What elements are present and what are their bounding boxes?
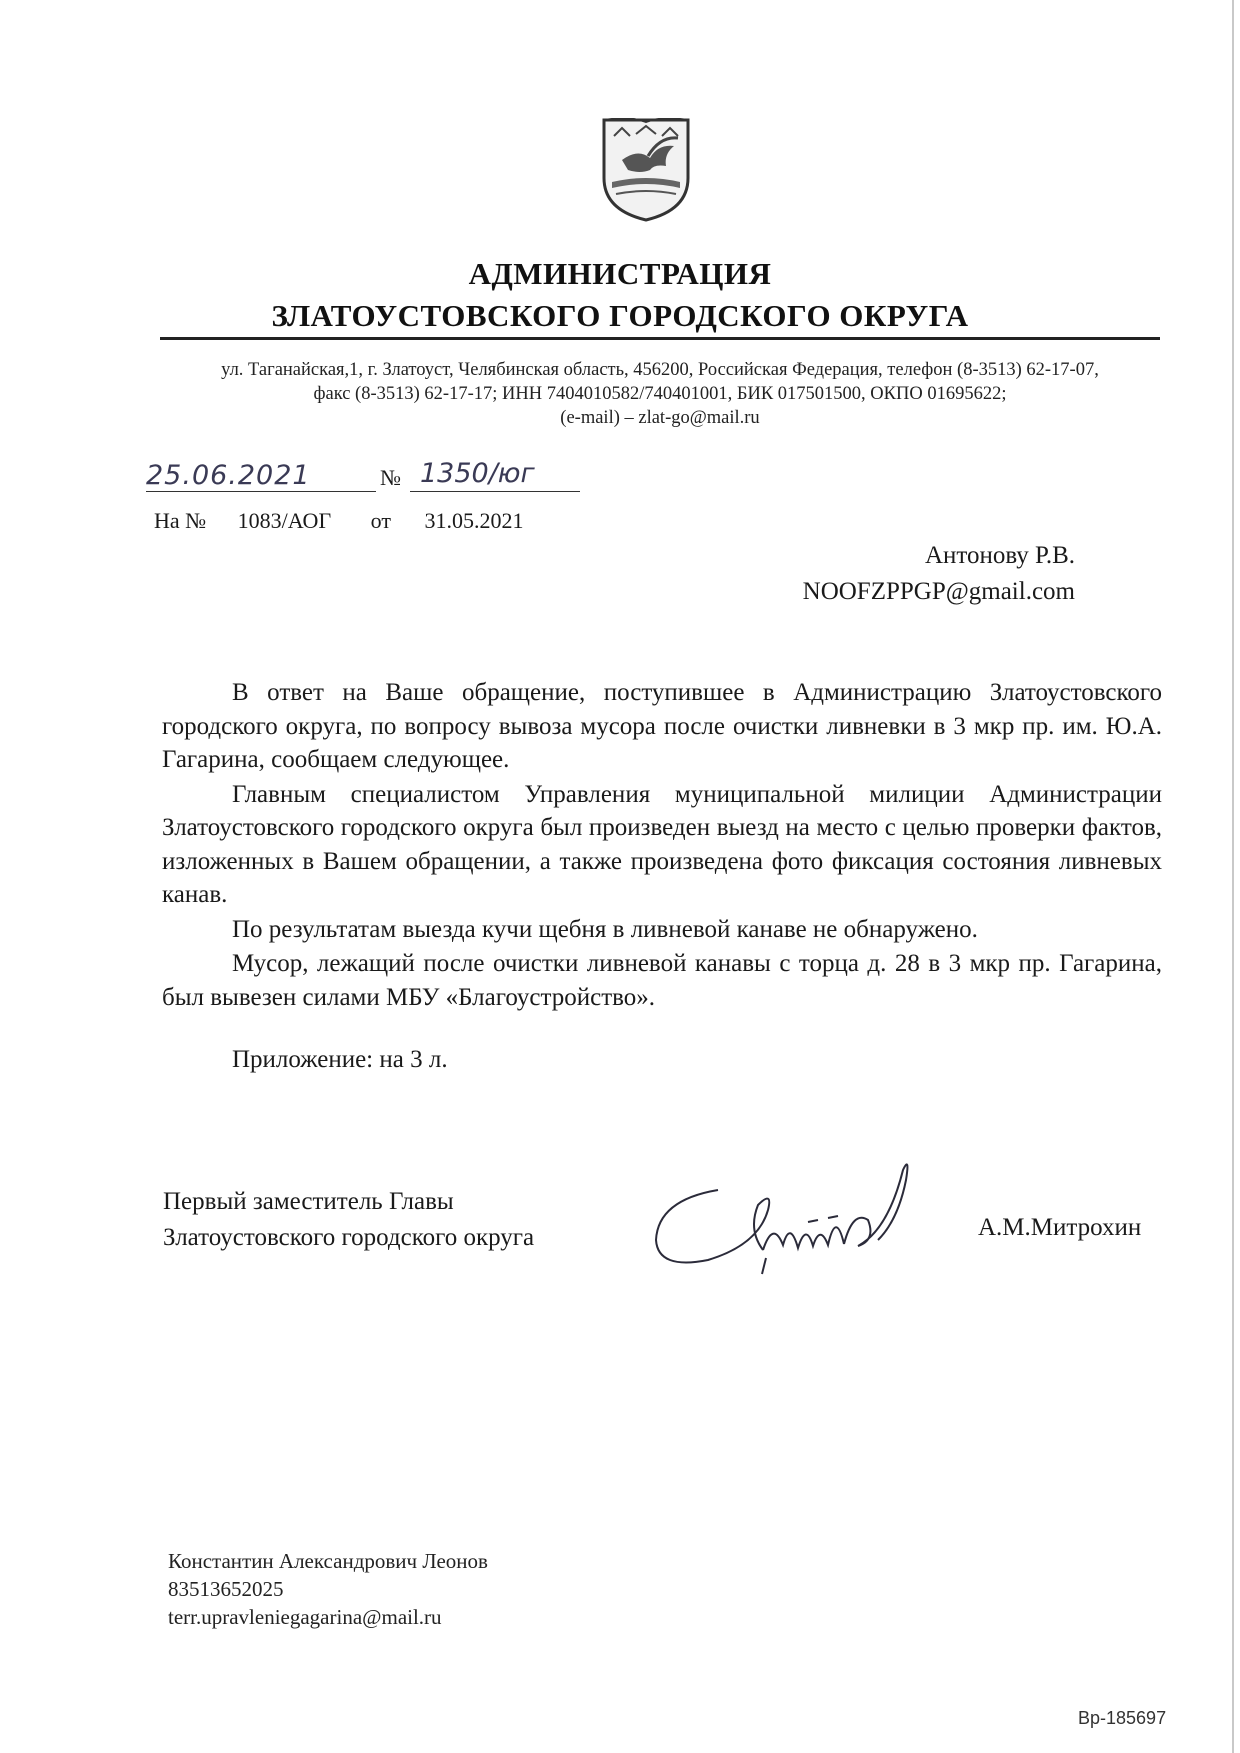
letter-body (162, 676, 1162, 1015)
reference-label: На № (154, 508, 207, 533)
contacts-line: факс (8-3513) 62-17-17; ИНН 7404010582/740401001, БИК 017501500, ОКПО 01695622; (313, 384, 1007, 404)
org-title-line1: АДМИНИСТРАЦИЯ (468, 256, 772, 291)
number-underline (410, 491, 580, 492)
registration-number: 1350/юг (420, 458, 535, 489)
header-divider (160, 337, 1160, 340)
date-underline (146, 491, 376, 492)
contacts-line: (e-mail) – zlat-go@mail.ru (560, 408, 760, 428)
body-paragraph: В ответ на Ваше обращение, поступившее в Администрацию Златоустовского городского округа, по вопросу вывоза мусора после очистки ливневки в 3 мкр пр. им. Ю.А. Гагарина, сообщаем следующее. (162, 679, 1162, 773)
reference-date: 31.05.2021 (424, 508, 524, 533)
registration-number-label: № (380, 465, 401, 490)
executor-block (168, 1547, 488, 1631)
signatory-title-line: Первый заместитель Главы (163, 1188, 454, 1215)
recipient-block (803, 538, 1075, 610)
reference-from-label: от (370, 508, 391, 533)
reference-number: 1083/АОГ (237, 508, 332, 533)
signatory-title (163, 1184, 534, 1256)
document-code: Вр-185697 (1078, 1708, 1167, 1728)
org-contacts (140, 358, 1180, 430)
body-paragraph: По результатам выезда кучи щебня в ливневой канаве не обнаружено. (232, 915, 978, 943)
recipient-name: Антонову Р.В. (924, 542, 1075, 569)
reference-line (154, 508, 524, 534)
contacts-line: ул. Таганайская,1, г. Златоуст, Челябинская область, 456200, Российская Федерация, телефон (8-3513) 62-17-07, (221, 360, 1099, 380)
scan-edge (1232, 0, 1234, 1753)
executor-name: Константин Александрович Леонов (168, 1549, 488, 1573)
org-title-line2: ЗЛАТОУСТОВСКОГО ГОРОДСКОГО ОКРУГА (271, 298, 969, 333)
registration-date: 25.06.2021 (146, 460, 311, 491)
executor-phone: 83513652025 (168, 1577, 284, 1601)
body-paragraph: Главным специалистом Управления муниципальной милиции Администрации Златоустовского городского округа был произведен выезд на место с целью проверки фактов, изложенных в Вашем обращении, а также произведена фото фиксация состояния ливневых канав. (162, 780, 1162, 908)
signatory-name: А.М.Митрохин (978, 1214, 1142, 1241)
executor-email: terr.upravleniegagarina@mail.ru (168, 1605, 442, 1629)
coat-of-arms-icon (600, 118, 692, 222)
signatory-title-line: Златоустовского городского округа (163, 1224, 535, 1251)
appendix-note: Приложение: на 3 л. (232, 1046, 448, 1073)
handwritten-signature (648, 1150, 948, 1280)
recipient-email: NOOFZPPGP@gmail.com (802, 578, 1075, 605)
body-paragraph: Мусор, лежащий после очистки ливневой канавы с торца д. 28 в 3 мкр пр. Гагарина, был вывезен силами МБУ «Благоустройство». (162, 950, 1162, 1011)
